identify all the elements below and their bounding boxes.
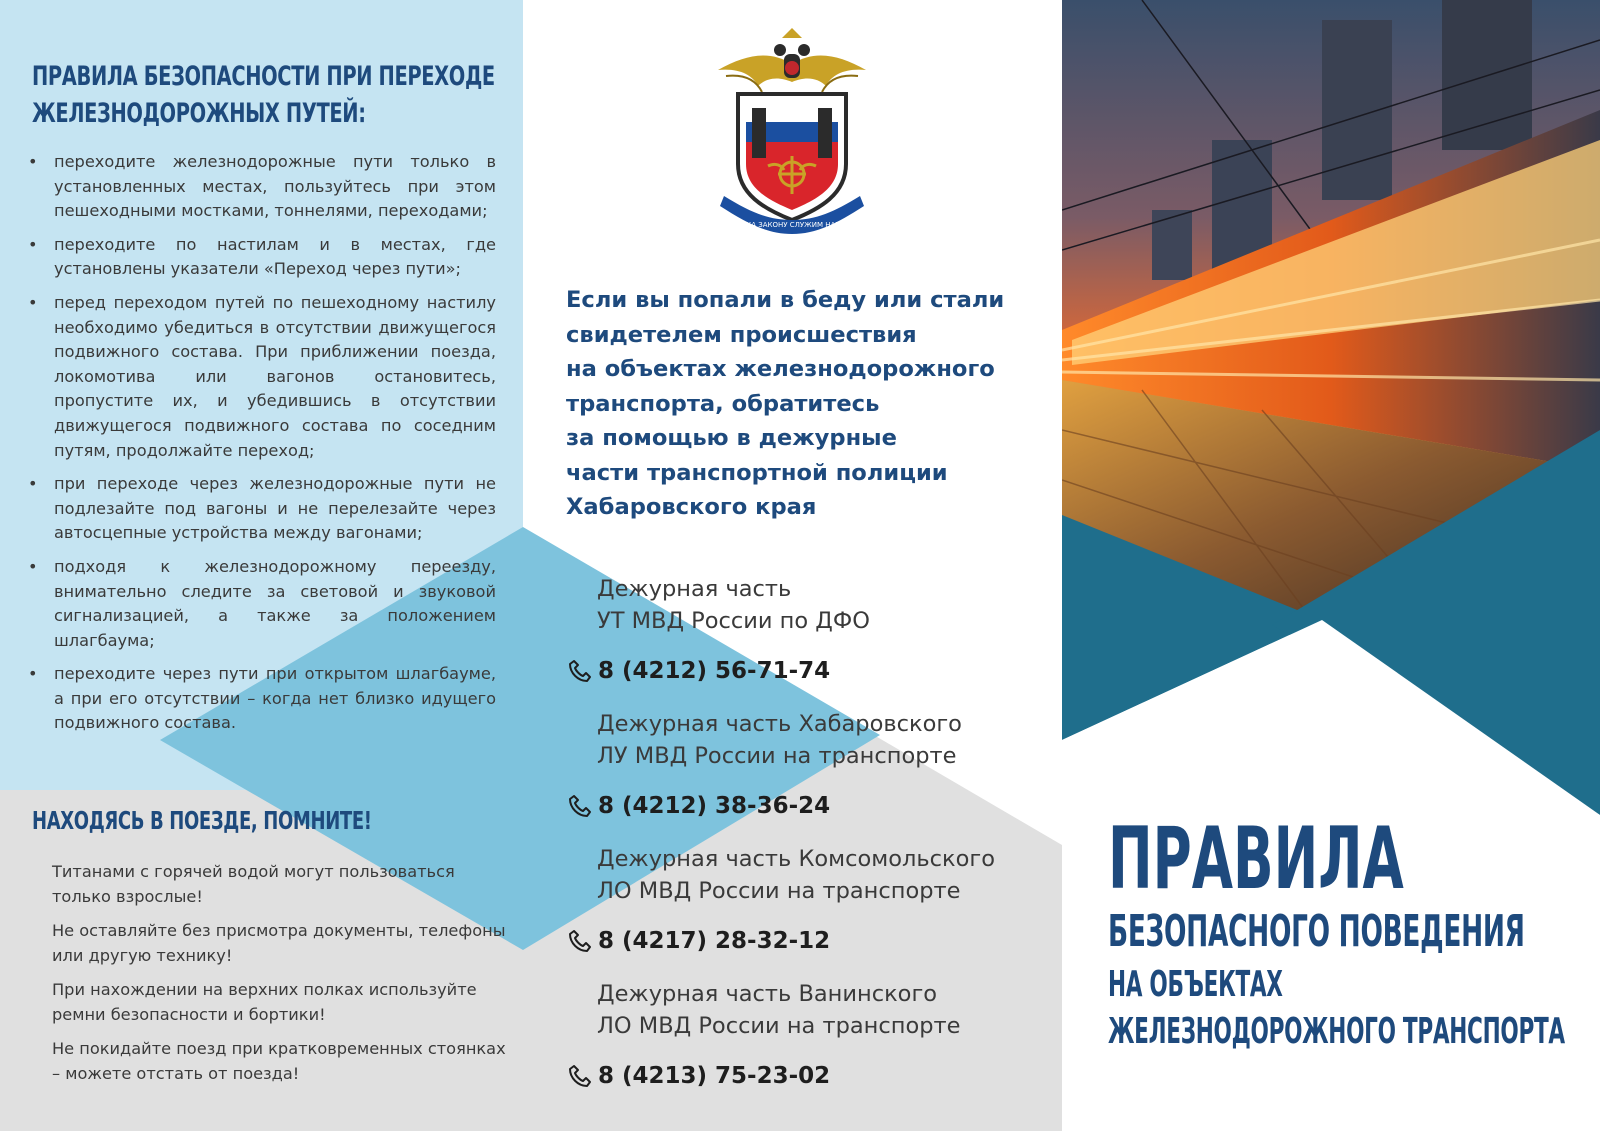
list-item: Титанами с горячей водой могут пользоваться только взрослые! [52, 862, 455, 906]
rules-title [32, 58, 495, 132]
list-item: • перед переходом путей по пешеходному настилу необходимо убедиться в отсутствии движущегося подвижного состава. При приближении поезда, локомотива или вагонов остановитесь, пропустите их, и убедившись в отсутствии движущегося подвижного состава по соседним путям, продолжайте переход; [28, 291, 496, 463]
help-message [566, 283, 1036, 525]
phone-number: 8 (4213) 75-23-02 [598, 1063, 831, 1089]
contact-name-line1: Дежурная часть [597, 576, 792, 602]
list-item: • при переходе через железнодорожные пути не подлезайте под вагоны и не перелезайте через автосцепные устройства между вагонами; [28, 472, 496, 546]
contact-name-line2: УТ МВД России по ДФО [597, 608, 870, 634]
contact-name [597, 573, 870, 637]
help-line: транспорта, обратитесь [566, 390, 880, 417]
train-tips [52, 860, 512, 1096]
help-line: свидетелем происшествия [566, 321, 917, 348]
help-line: Хабаровского края [566, 494, 817, 520]
train-title: НАХОДЯСЬ В ПОЕЗДЕ, ПОМНИТЕ! [32, 806, 372, 835]
contact-name [597, 978, 960, 1042]
list-item: • переходите по настилам и в местах, где установлены указатели «Переход через пути»; [28, 233, 496, 282]
help-line: на объектах железнодорожного [566, 356, 995, 382]
contact-name-line2: ЛО МВД России на транспорте [597, 1013, 961, 1039]
right-panel-decor [1062, 0, 1600, 1131]
list-item: • подходя к железнодорожному переезду, внимательно следите за световой и звуковой сигнализацией, а также за положением шлагбаума; [28, 555, 496, 653]
brochure-subtitle: БЕЗОПАСНОГО ПОВЕДЕНИЯ [1108, 906, 1525, 957]
list-item: Не оставляйте без присмотра документы, телефоны или другую технику! [52, 921, 506, 965]
contact-name-line2: ЛУ МВД России на транспорте [597, 743, 957, 769]
police-emblem-logo [718, 24, 866, 236]
contact-phone[interactable] [566, 792, 830, 820]
phone-icon [566, 927, 594, 955]
rules-title-line2: ЖЕЛЕЗНОДОРОЖНЫХ ПУТЕЙ: [32, 98, 366, 129]
contact-name-line2: ЛО МВД России на транспорте [597, 878, 961, 904]
logo-motto: СЛУЖА ЗАКОНУ СЛУЖИМ НАРОДУ [729, 221, 855, 229]
phone-icon [566, 1062, 594, 1090]
contact-phone[interactable] [566, 927, 830, 955]
phone-icon [566, 792, 594, 820]
phone-icon [566, 657, 594, 685]
phone-number: 8 (4212) 38-36-24 [598, 793, 831, 819]
contact-name-line1: Дежурная часть Хабаровского [597, 711, 962, 737]
contact-name [597, 708, 962, 772]
list-item: • переходите железнодорожные пути только в установленных местах, пользуйтесь при этом пешеходными мостками, тоннелями, переходами; [28, 150, 496, 224]
help-line: за помощью в дежурные [566, 425, 897, 451]
contact-phone[interactable] [566, 657, 830, 685]
help-line: части транспортной полиции [566, 459, 948, 486]
contact-name [597, 843, 995, 907]
list-item: Не покидайте поезд при кратковременных стоянках – можете отстать от поезда! [52, 1039, 506, 1083]
contact-name-line1: Дежурная часть Ванинского [597, 981, 938, 1007]
list-item: • переходите через пути при открытом шлагбауме, а при его отсутствии – когда нет близко идущего подвижного состава. [28, 662, 496, 736]
list-item: При нахождении на верхних полках используйте ремни безопасности и бортики! [52, 980, 477, 1024]
brochure-subtitle: ЖЕЛЕЗНОДОРОЖНОГО ТРАНСПОРТА [1108, 1011, 1565, 1052]
contact-phone[interactable] [566, 1062, 830, 1090]
help-line: Если вы попали в беду или стали [566, 287, 1005, 313]
rules-list [28, 150, 496, 745]
contact-name-line1: Дежурная часть Комсомольского [597, 846, 995, 872]
phone-number: 8 (4217) 28-32-12 [598, 928, 831, 954]
brochure-title: ПРАВИЛА [1108, 809, 1404, 909]
brochure-subtitle: НА ОБЪЕКТАХ [1108, 964, 1283, 1005]
phone-number: 8 (4212) 56-71-74 [598, 658, 831, 684]
rules-title-line1: ПРАВИЛА БЕЗОПАСНОСТИ ПРИ ПЕРЕХОДЕ [32, 61, 495, 92]
